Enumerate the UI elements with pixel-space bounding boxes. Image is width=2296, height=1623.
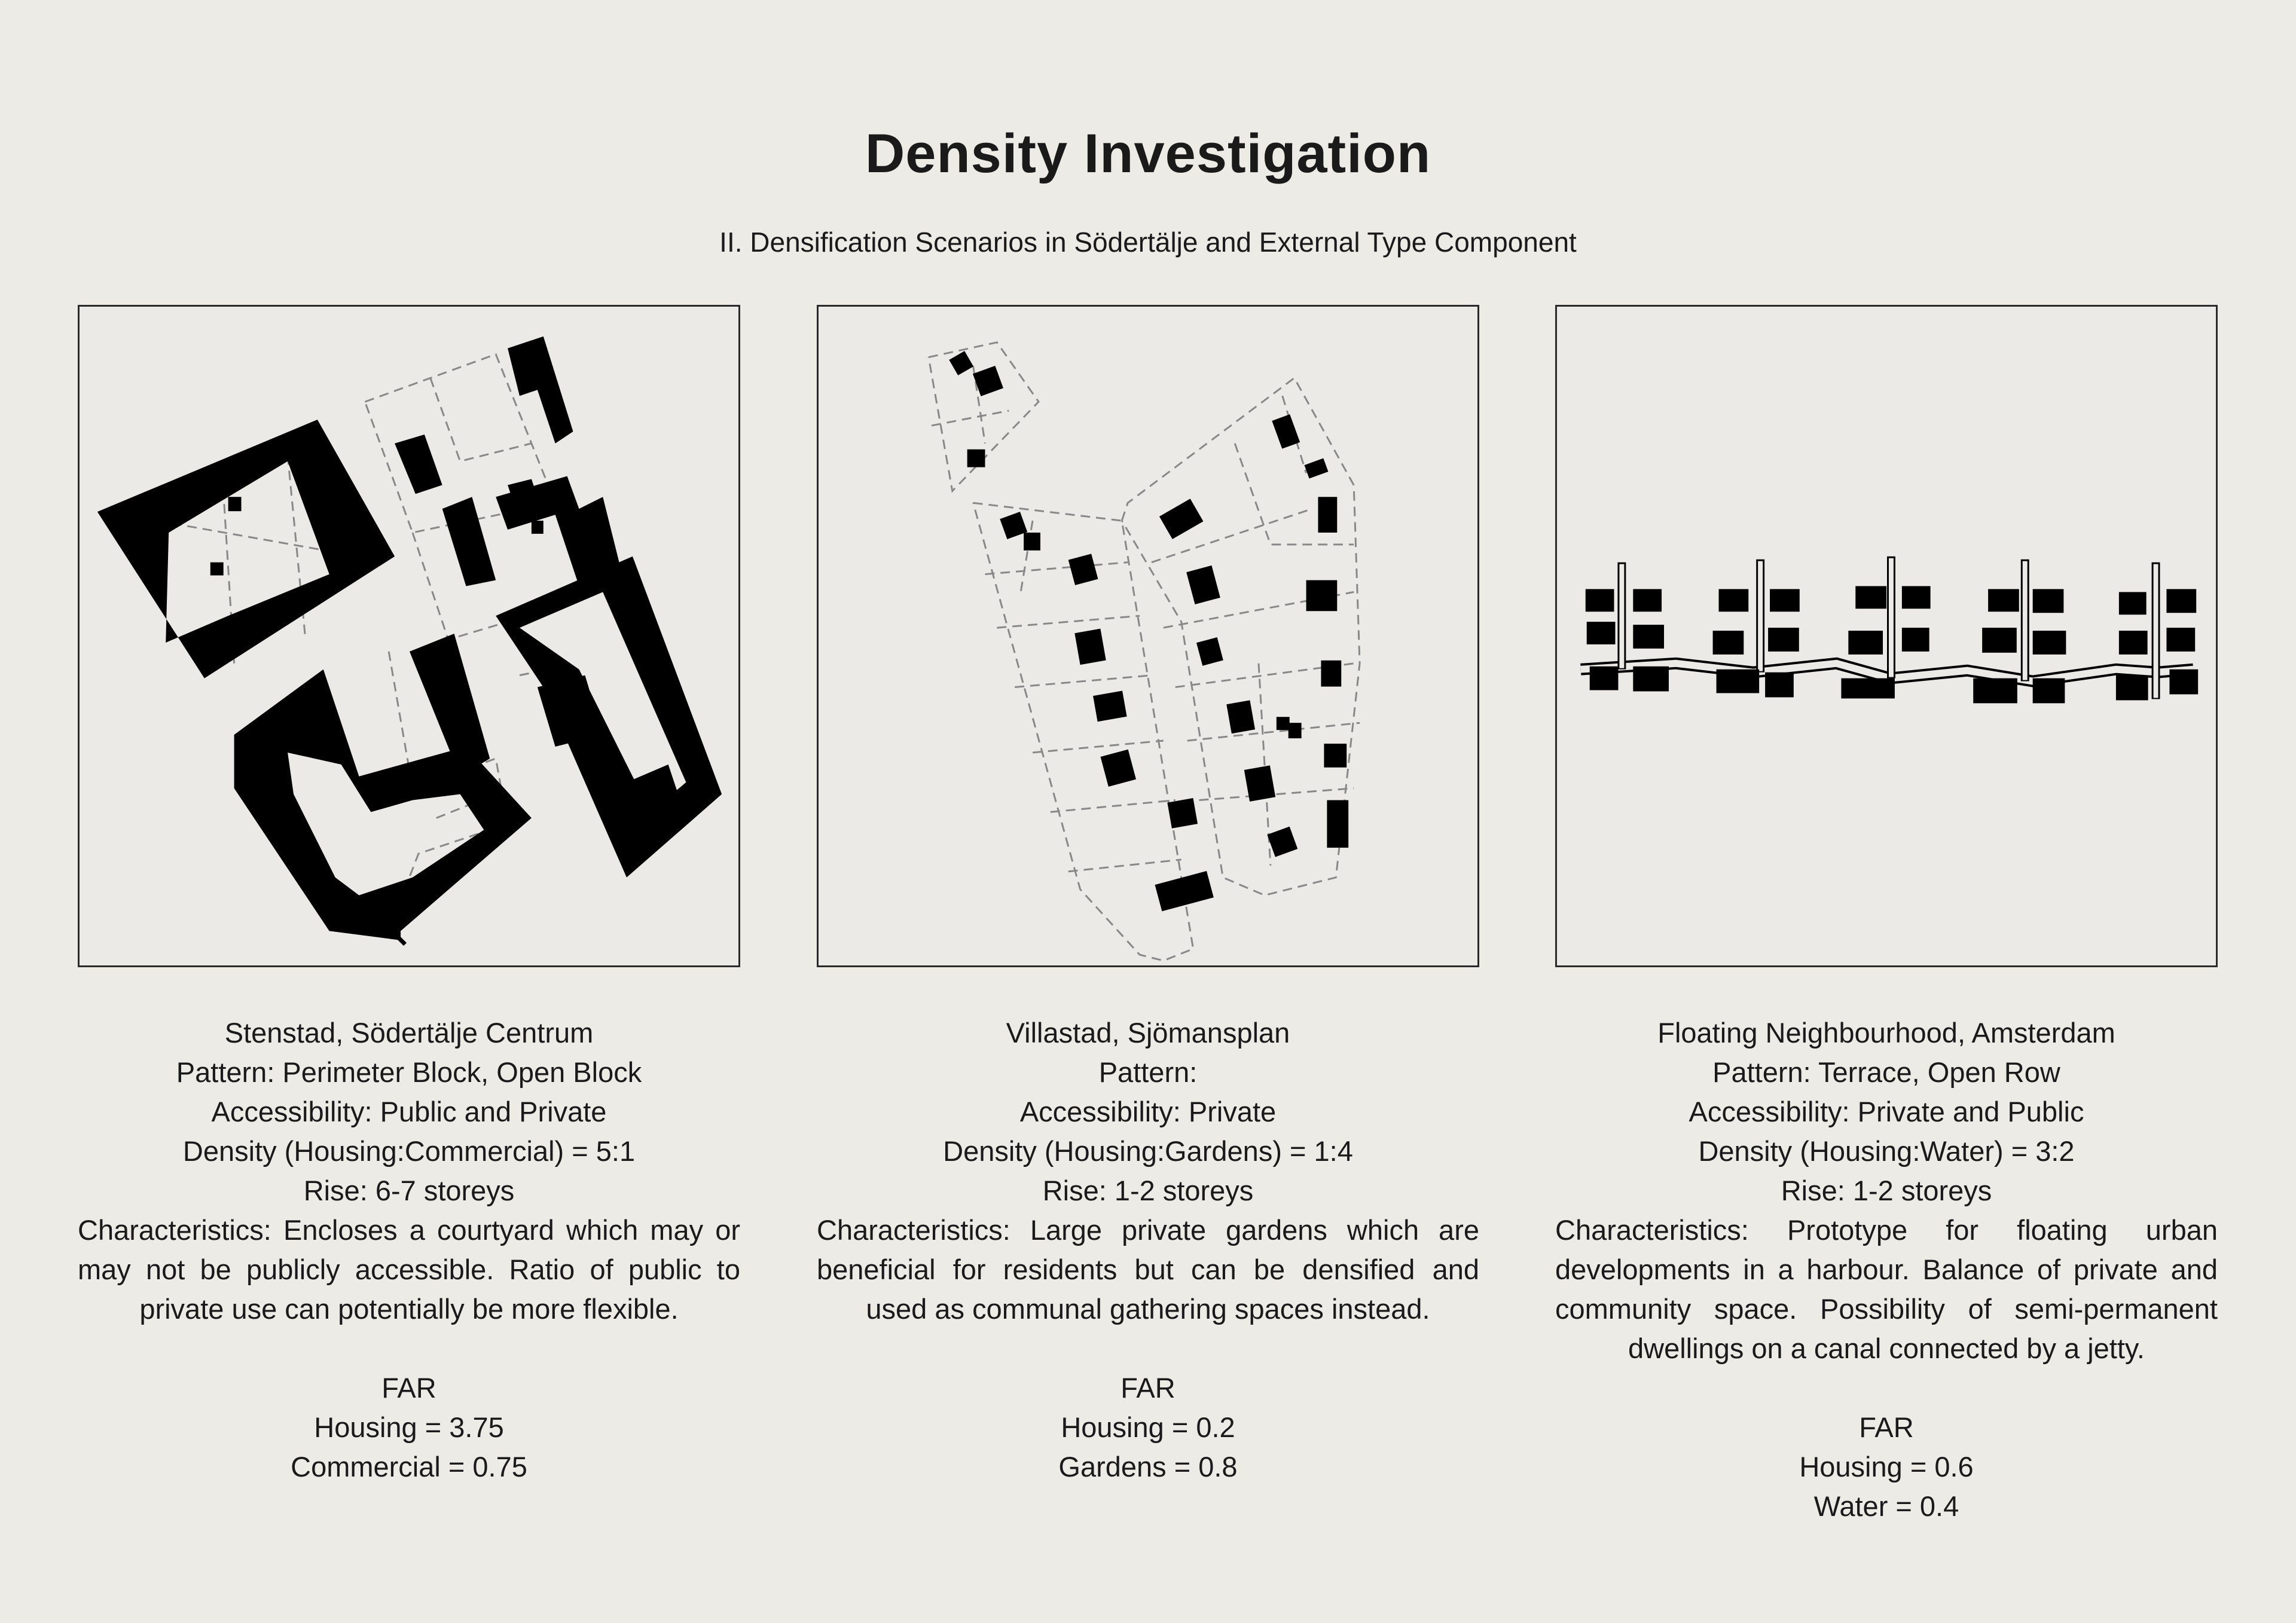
far-water: Water = 0.4 <box>1813 1490 1959 1522</box>
accessibility-text: Accessibility: Private <box>1019 1096 1277 1127</box>
far-label: FAR <box>381 1372 436 1404</box>
house <box>1068 554 1098 585</box>
house <box>1167 798 1198 829</box>
description-stenstad <box>78 1013 740 1487</box>
density-text: Density (Housing:Commercial) = 5:1 <box>182 1135 636 1167</box>
house <box>1000 512 1027 539</box>
house <box>1101 750 1136 787</box>
house <box>1196 637 1223 666</box>
accessibility-text: Accessibility: Private and Public <box>1689 1096 2084 1127</box>
house <box>949 351 973 375</box>
building-small <box>228 497 242 511</box>
place-name: Floating Neighbourhood, Amsterdam <box>1657 1017 2115 1049</box>
far-housing: Housing = 0.6 <box>1799 1451 1974 1483</box>
far-label: FAR <box>1859 1411 1914 1443</box>
building <box>395 435 442 494</box>
house <box>1324 744 1347 768</box>
house <box>1267 827 1297 857</box>
pattern-text: Pattern: Perimeter Block, Open Block <box>176 1056 642 1088</box>
house <box>1289 723 1302 738</box>
far-gardens: Gardens = 0.8 <box>1058 1451 1238 1483</box>
characteristics-text: Characteristics: Encloses a courtyard which may or may not be publicly accessible. Ratio of public to private use can potentially be more flexible. <box>78 1214 740 1325</box>
building-small <box>210 563 224 576</box>
building <box>538 676 603 747</box>
rise-text: Rise: 1-2 storeys <box>1781 1175 1992 1206</box>
rise-text: Rise: 1-2 storeys <box>1042 1175 1254 1206</box>
house <box>967 450 985 467</box>
pattern-text: Pattern: <box>1098 1056 1198 1088</box>
house <box>1159 499 1204 539</box>
building <box>442 497 496 586</box>
far-label: FAR <box>1120 1372 1176 1404</box>
page-title: Density Investigation <box>865 123 1431 184</box>
building-perimeter-block-1 <box>97 420 395 678</box>
house <box>1244 765 1275 801</box>
pattern-text: Pattern: Terrace, Open Row <box>1712 1056 2060 1088</box>
house <box>1155 871 1214 911</box>
building-perimeter-block-3 <box>496 557 722 878</box>
far-housing: Housing = 0.2 <box>1061 1411 1235 1443</box>
place-name: Villastad, Sjömansplan <box>1006 1017 1290 1049</box>
house <box>1272 414 1300 449</box>
house <box>1277 717 1290 730</box>
house <box>1306 580 1338 612</box>
page-subtitle: II. Densification Scenarios in Södertälje and External Type Component <box>719 227 1577 258</box>
diagram-villastad <box>817 305 1479 967</box>
house <box>1074 629 1106 665</box>
density-text: Density (Housing:Gardens) = 1:4 <box>943 1135 1353 1167</box>
diagram-stenstad <box>78 305 740 967</box>
building-perimeter-block-2 <box>234 670 532 946</box>
house <box>1093 690 1127 722</box>
house <box>1318 497 1337 533</box>
rise-text: Rise: 6-7 storeys <box>303 1175 515 1206</box>
characteristics-text: Characteristics: Prototype for floating urban developments in a harbour. Balance of private and community space. Possibility of semi-permanent dwellings on a canal connected by a jetty. <box>1555 1214 2218 1364</box>
accessibility-text: Accessibility: Public and Private <box>211 1096 607 1127</box>
density-text: Density (Housing:Water) = 3:2 <box>1698 1135 2075 1167</box>
far-commercial: Commercial = 0.75 <box>291 1451 527 1483</box>
house <box>1327 800 1348 848</box>
diagram-floating-neighbourhood <box>1555 305 2218 967</box>
description-villastad <box>817 1013 1479 1487</box>
description-floating-neighbourhood <box>1555 1013 2218 1526</box>
house <box>1304 459 1328 479</box>
house <box>1321 661 1341 687</box>
place-name: Stenstad, Södertälje Centrum <box>224 1017 594 1049</box>
house <box>1186 566 1220 604</box>
characteristics-text: Characteristics: Large private gardens which are beneficial for residents but can be densified and used as communal gathering spaces instead. <box>817 1214 1479 1325</box>
house <box>973 366 1003 396</box>
building-small <box>532 521 544 534</box>
far-housing: Housing = 3.75 <box>314 1411 504 1443</box>
building-l-block <box>508 337 573 444</box>
house <box>1226 700 1255 733</box>
house <box>1024 533 1040 551</box>
